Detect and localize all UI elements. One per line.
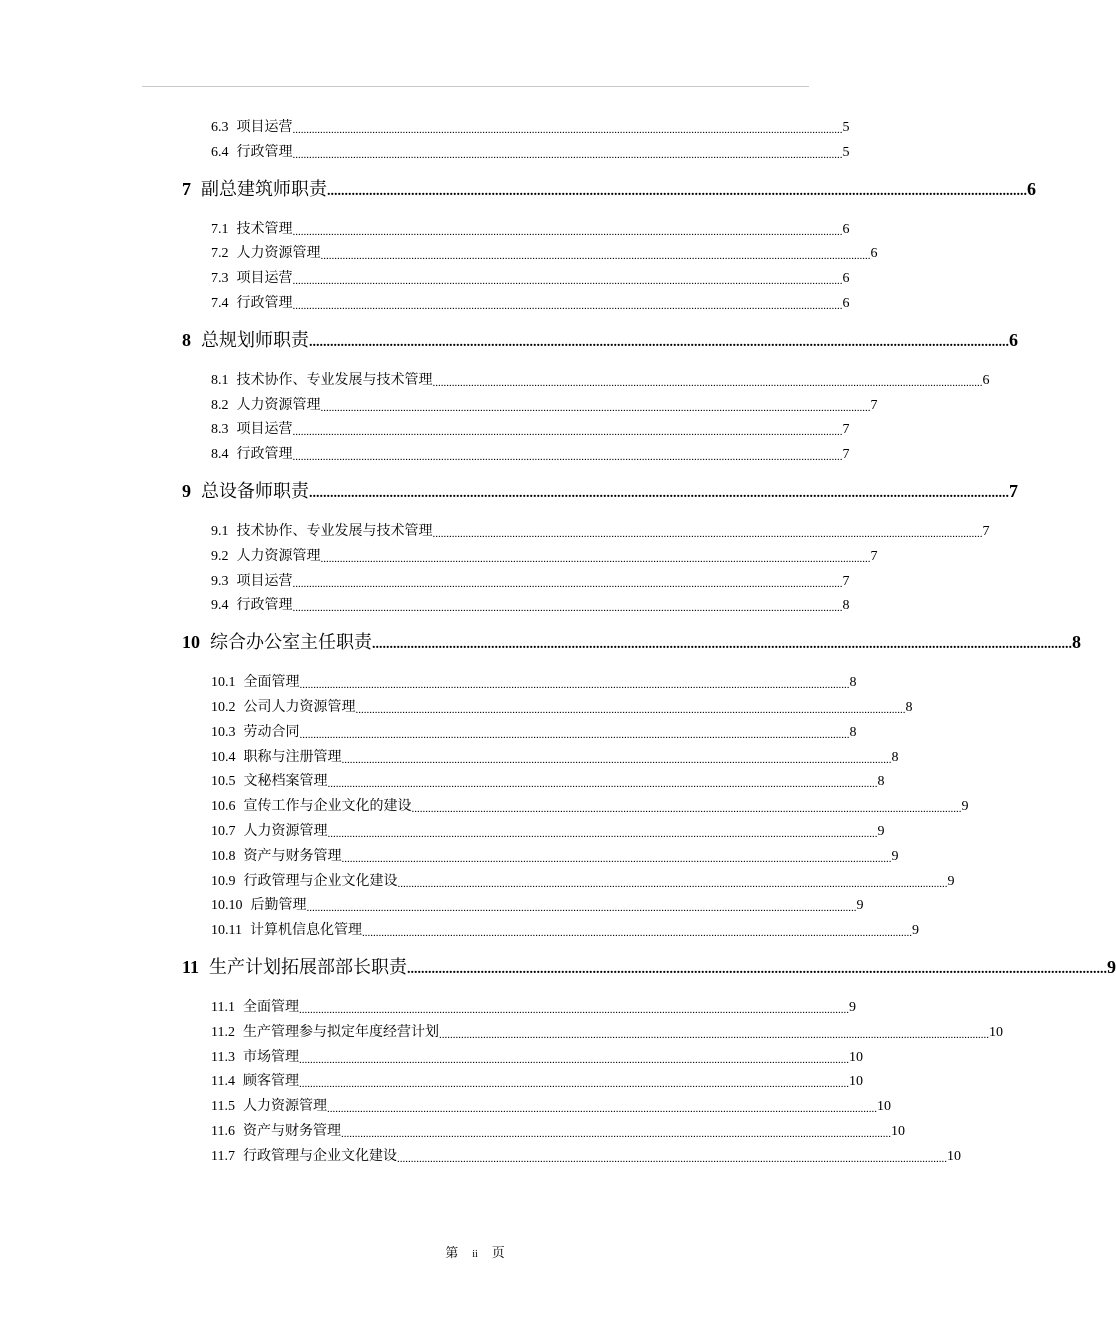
toc-section-entry[interactable] [211, 723, 857, 743]
toc-entry-page: 9 [891, 848, 899, 864]
toc-chapter-entry[interactable] [182, 176, 1036, 202]
toc-entry-page: 10 [890, 1124, 905, 1139]
toc-entry-title: 技术协作、专业发展与技术管理 [236, 524, 433, 539]
toc-entry-title: 全面管理 [242, 1000, 299, 1015]
toc-dot-leader: ........................................................................................................................................................................................................ [298, 1004, 849, 1016]
toc-entry-title: 人力资源管理 [236, 548, 321, 564]
toc-dot-leader: ........................................................................................................................................................................................................ [292, 225, 843, 238]
toc-entry-page: 8 [849, 675, 857, 691]
toc-section-entry[interactable] [211, 797, 969, 817]
toc-entry-title: 项目运营 [236, 573, 293, 589]
toc-dot-leader: ........................................................................................................................................................................................................ [320, 552, 871, 565]
toc-entry-number: 8.4 [211, 447, 229, 463]
toc-entry-page: 10 [946, 1148, 961, 1164]
toc-entry-number: 10.8 [211, 848, 236, 864]
toc-section-entry[interactable] [211, 269, 850, 289]
toc-entry-page: 7 [982, 524, 990, 539]
toc-entry-title: 行政管理 [236, 144, 293, 160]
toc-dot-leader: ........................................................................................................................................................................................................ [306, 902, 857, 915]
toc-entry-page: 6 [870, 246, 878, 262]
footer-page-number: ii [472, 1249, 478, 1260]
toc-entry-number: 11 [182, 957, 200, 977]
toc-dot-leader: ........................................................................................................................................................................................................ [292, 300, 843, 312]
toc-section-entry[interactable] [211, 998, 856, 1018]
toc-entry-page: 10 [876, 1099, 891, 1115]
toc-entry-title: 职称与注册管理 [243, 749, 342, 765]
toc-section-entry[interactable] [211, 673, 857, 693]
toc-dot-leader: ........................................................................................................................................................................................................ [292, 577, 843, 590]
toc-section-entry[interactable] [211, 396, 878, 416]
toc-entry-title: 宣传工作与企业文化的建设 [243, 799, 412, 815]
toc-entry-title: 劳动合同 [243, 724, 300, 740]
toc-entry-title: 公司人力资源管理 [243, 700, 356, 715]
toc-entry-number: 6.3 [211, 120, 229, 135]
toc-entry-title: 全面管理 [243, 675, 300, 691]
header-rule [142, 86, 809, 87]
toc-section-entry[interactable] [211, 847, 899, 867]
toc-entry-title: 项目运营 [236, 271, 293, 287]
toc-section-entry[interactable] [211, 1147, 961, 1167]
toc-entry-title: 技术管理 [236, 221, 293, 237]
toc-dot-leader: ........................................................................................................................................................................................................ [361, 927, 912, 940]
toc-entry-title: 人力资源管理 [242, 1099, 327, 1115]
toc-entry-title: 人力资源管理 [236, 397, 321, 413]
toc-entry-number: 10.7 [211, 824, 236, 839]
toc-entry-number: 9.1 [211, 524, 229, 539]
toc-entry-page: 6 [982, 372, 990, 388]
toc-dot-leader: ........................................................................................................................................................................................................ [372, 637, 1072, 653]
toc-section-entry[interactable] [211, 1097, 891, 1117]
toc-entry-page: 8 [842, 598, 850, 614]
toc-chapter-entry[interactable] [182, 478, 1018, 504]
toc-section-entry[interactable] [211, 698, 913, 718]
toc-entry-title: 副总建筑师职责 [201, 178, 327, 199]
toc-entry-title: 项目运营 [236, 120, 293, 135]
toc-entry-title: 行政管理与企业文化建设 [242, 1148, 397, 1164]
toc-entry-number: 10.3 [211, 724, 236, 740]
toc-dot-leader: ........................................................................................................................................................................................................ [327, 183, 1027, 199]
toc-dot-leader: ........................................................................................................................................................................................................ [438, 1028, 989, 1041]
toc-section-entry[interactable] [211, 522, 990, 542]
toc-entry-page: 8 [849, 724, 857, 740]
toc-section-entry[interactable] [211, 143, 850, 163]
toc-entry-page: 6 [842, 221, 850, 237]
toc-dot-leader: ........................................................................................................................................................................................................ [355, 704, 906, 716]
toc-entry-number: 11.1 [211, 1000, 235, 1015]
toc-entry-number: 7.3 [211, 271, 229, 287]
toc-entry-title: 市场管理 [242, 1049, 299, 1065]
toc-entry-title: 项目运营 [236, 422, 293, 438]
toc-section-entry[interactable] [211, 772, 885, 792]
toc-chapter-entry[interactable] [182, 954, 1116, 980]
toc-section-entry[interactable] [211, 244, 878, 264]
toc-entry-page: 9 [877, 824, 885, 839]
toc-dot-leader: ........................................................................................................................................................................................................ [327, 778, 878, 791]
toc-entry-title: 资产与财务管理 [242, 1124, 341, 1139]
toc-section-entry[interactable] [211, 420, 850, 440]
toc-entry-page: 5 [842, 120, 850, 135]
toc-section-entry[interactable] [211, 118, 850, 138]
toc-entry-number: 10 [182, 632, 200, 653]
toc-section-entry[interactable] [211, 921, 919, 941]
toc-entry-page: 9 [911, 923, 919, 939]
toc-dot-leader: ........................................................................................................................................................................................................ [298, 1053, 849, 1066]
toc-entry-page: 10 [988, 1024, 1003, 1040]
toc-chapter-entry[interactable] [182, 327, 1018, 353]
toc-entry-page: 7 [870, 397, 878, 413]
toc-section-entry[interactable] [211, 596, 850, 616]
toc-dot-leader: ........................................................................................................................................................................................................ [320, 250, 871, 263]
toc-entry-page: 9 [1107, 957, 1116, 977]
toc-entry-page: 10 [848, 1049, 863, 1065]
toc-entry-page: 10 [848, 1074, 863, 1090]
toc-dot-leader: ........................................................................................................................................................................................................ [292, 148, 843, 161]
toc-entry-title: 人力资源管理 [243, 824, 328, 839]
toc-entry-title: 资产与财务管理 [243, 848, 342, 864]
toc-dot-leader: ........................................................................................................................................................................................................ [326, 1103, 877, 1116]
toc-entry-number: 10.2 [211, 700, 236, 715]
toc-entry-page: 9 [947, 873, 955, 889]
toc-dot-leader: ........................................................................................................................................................................................................ [299, 679, 850, 692]
toc-entry-number: 9.3 [211, 573, 229, 589]
toc-entry-number: 7.1 [211, 221, 229, 237]
toc-section-entry[interactable] [211, 872, 955, 892]
toc-entry-number: 11.3 [211, 1049, 235, 1065]
toc-section-entry[interactable] [211, 220, 850, 240]
toc-entry-title: 文秘档案管理 [243, 774, 328, 790]
toc-entry-page: 7 [1009, 481, 1018, 501]
toc-section-entry[interactable] [211, 572, 850, 592]
toc-dot-leader: ........................................................................................................................................................................................................ [341, 753, 892, 766]
toc-entry-page: 6 [1009, 329, 1018, 350]
toc-entry-title: 顾客管理 [242, 1074, 299, 1090]
toc-dot-leader: ........................................................................................................................................................................................................ [411, 803, 962, 816]
toc-entry-number: 8.3 [211, 422, 229, 438]
toc-entry-number: 9.2 [211, 548, 229, 564]
toc-entry-title: 总规划师职责 [201, 329, 309, 350]
toc-entry-page: 9 [848, 1000, 856, 1015]
toc-entry-title: 技术协作、专业发展与技术管理 [236, 372, 433, 388]
toc-entry-page: 5 [842, 144, 850, 160]
toc-section-entry[interactable] [211, 1122, 905, 1142]
toc-entry-number: 11.6 [211, 1124, 235, 1139]
toc-entry-page: 7 [870, 548, 878, 564]
toc-entry-page: 8 [905, 700, 913, 715]
toc-dot-leader: ........................................................................................................................................................................................................ [397, 877, 948, 890]
toc-entry-number: 10.9 [211, 873, 236, 889]
toc-dot-leader: ........................................................................................................................................................................................................ [299, 728, 850, 741]
toc-entry-title: 生产计划拓展部部长职责 [209, 957, 408, 977]
toc-dot-leader: ........................................................................................................................................................................................................ [341, 852, 892, 865]
toc-dot-leader: ........................................................................................................................................................................................................ [292, 602, 843, 615]
toc-entry-page: 6 [842, 271, 850, 287]
toc-section-entry[interactable] [211, 1023, 1003, 1043]
toc-dot-leader: ........................................................................................................................................................................................................ [327, 828, 878, 840]
toc-entry-page: 9 [856, 898, 864, 914]
toc-section-entry[interactable] [211, 547, 878, 567]
toc-entry-number: 7.4 [211, 296, 229, 311]
toc-entry-title: 行政管理 [236, 447, 293, 463]
toc-entry-title: 行政管理 [236, 598, 293, 614]
footer-prefix: 第 [445, 1245, 459, 1260]
toc-entry-page: 8 [877, 774, 885, 790]
toc-entry-title: 行政管理与企业文化建设 [243, 873, 398, 889]
toc-entry-number: 10.11 [211, 923, 242, 939]
toc-entry-title: 综合办公室主任职责 [210, 632, 372, 653]
toc-entry-number: 10.5 [211, 774, 236, 790]
toc-entry-page: 8 [1072, 632, 1081, 653]
toc-dot-leader: ........................................................................................................................................................................................................ [407, 962, 1108, 977]
footer-suffix: 页 [491, 1245, 505, 1260]
toc-dot-leader: ........................................................................................................................................................................................................ [432, 376, 983, 389]
toc-entry-number: 11.7 [211, 1148, 235, 1164]
toc-dot-leader: ........................................................................................................................................................................................................ [292, 451, 843, 464]
toc-dot-leader: ........................................................................................................................................................................................................ [309, 486, 1009, 501]
toc-entry-number: 9 [182, 481, 191, 501]
toc-entry-number: 11.2 [211, 1024, 235, 1040]
toc-entry-number: 11.4 [211, 1074, 235, 1090]
toc-entry-number: 10.10 [211, 898, 243, 914]
toc-entry-number: 6.4 [211, 144, 229, 160]
toc-entry-page: 7 [842, 422, 850, 438]
toc-dot-leader: ........................................................................................................................................................................................................ [309, 334, 1009, 350]
toc-section-entry[interactable] [211, 822, 885, 842]
toc-dot-leader: ........................................................................................................................................................................................................ [298, 1078, 849, 1091]
toc-dot-leader: ........................................................................................................................................................................................................ [320, 401, 871, 414]
toc-dot-leader: ........................................................................................................................................................................................................ [292, 124, 843, 136]
toc-entry-number: 8 [182, 329, 191, 350]
toc-dot-leader: ........................................................................................................................................................................................................ [292, 275, 843, 288]
toc-section-entry[interactable] [211, 896, 864, 916]
toc-section-entry[interactable] [211, 1072, 863, 1092]
toc-entry-title: 计算机信息化管理 [249, 923, 362, 939]
toc-entry-number: 7 [182, 178, 191, 199]
toc-entry-number: 10.4 [211, 749, 236, 765]
toc-section-entry[interactable] [211, 445, 850, 465]
toc-entry-page: 6 [842, 296, 850, 311]
toc-entry-title: 行政管理 [236, 296, 293, 311]
toc-entry-number: 8.2 [211, 397, 229, 413]
toc-section-entry[interactable] [211, 294, 850, 314]
toc-entry-title: 生产管理参与拟定年度经营计划 [242, 1024, 439, 1040]
toc-entry-number: 10.6 [211, 799, 236, 815]
toc-section-entry[interactable] [211, 748, 899, 768]
toc-dot-leader: ........................................................................................................................................................................................................ [432, 528, 983, 540]
toc-entry-title: 总设备师职责 [201, 481, 309, 501]
toc-chapter-entry[interactable] [182, 629, 1081, 655]
toc-dot-leader: ........................................................................................................................................................................................................ [396, 1152, 947, 1165]
toc-section-entry[interactable] [211, 1048, 863, 1068]
toc-entry-page: 8 [891, 749, 899, 765]
toc-entry-number: 9.4 [211, 598, 229, 614]
toc-entry-page: 9 [961, 799, 969, 815]
toc-entry-page: 6 [1027, 178, 1036, 199]
toc-entry-number: 11.5 [211, 1099, 235, 1115]
toc-entry-number: 10.1 [211, 675, 236, 691]
toc-entry-number: 7.2 [211, 246, 229, 262]
toc-entry-title: 后勤管理 [250, 898, 307, 914]
page-footer [0, 1244, 950, 1264]
toc-entry-number: 8.1 [211, 372, 229, 388]
toc-entry-title: 人力资源管理 [236, 246, 321, 262]
toc-section-entry[interactable] [211, 371, 990, 391]
toc-dot-leader: ........................................................................................................................................................................................................ [292, 426, 843, 439]
toc-dot-leader: ........................................................................................................................................................................................................ [340, 1128, 891, 1140]
toc-entry-page: 7 [842, 447, 850, 463]
toc-entry-page: 7 [842, 573, 850, 589]
